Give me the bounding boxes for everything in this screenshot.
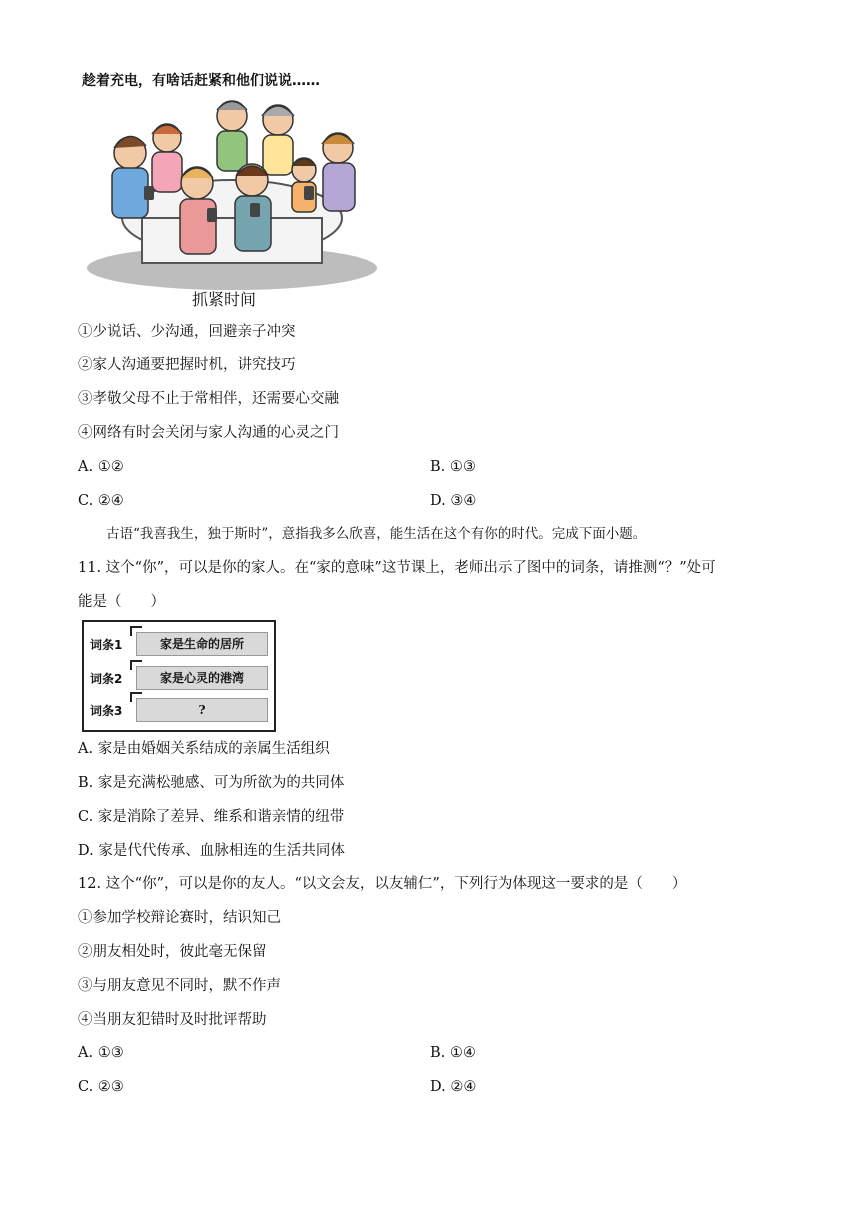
q12-option-d: D. ②④ (430, 1079, 477, 1095)
q11-option-d: D. 家是代代传承、血脉相连的生活共同体 (78, 843, 345, 859)
q12-stem: 12. 这个“你”，可以是你的友人。“以文会友，以友辅仁”，下列行为体现这一要求的是（ ） (78, 876, 687, 892)
q12-statement-4: ④当朋友犯错时及时批评帮助 (78, 1012, 267, 1028)
q11-option-c: C. 家是消除了差异、维系和谐亲情的纽带 (78, 809, 345, 825)
q10-statement-2: ②家人沟通要把握时机，讲究技巧 (78, 357, 296, 373)
word-entry-1 (90, 632, 266, 656)
q10-statement-4: ④网络有时会关闭与家人沟通的心灵之门 (78, 425, 339, 441)
q10-option-b: B. ①③ (430, 459, 476, 475)
entry-label: 词条3 (90, 704, 123, 718)
q11-option-a: A. 家是由婚姻关系结成的亲属生活组织 (78, 741, 330, 757)
passage-intro: 古语“我喜我生，独于斯时”，意指我多么欣喜，能生活在这个有你的时代。完成下面小题。 (106, 526, 647, 542)
q11-stem-line1: 11. 这个“你”，可以是你的家人。在“家的意味”这节课上，老师出示了图中的词条，请推测“？”处可 (78, 560, 716, 576)
word-entry-card (82, 620, 276, 732)
q12-option-a: A. ①③ (78, 1045, 124, 1061)
cartoon-title: 抓紧时间 (192, 290, 257, 309)
q11-option-b: B. 家是充满松驰感、可为所欲为的共同体 (78, 775, 345, 791)
q10-option-a: A. ①② (78, 459, 124, 475)
word-entry-2 (90, 666, 266, 690)
entry-label: 词条1 (90, 638, 123, 652)
q10-statement-3: ③孝敬父母不止于常相伴，还需要心交融 (78, 391, 339, 407)
q11-stem-line2: 能是（ ） (78, 594, 165, 610)
entry-text: 家是心灵的港湾 (136, 666, 268, 690)
q12-option-c: C. ②③ (78, 1079, 124, 1095)
entry-text: ? (136, 698, 268, 722)
q12-statement-3: ③与朋友意见不同时，默不作声 (78, 978, 281, 994)
entry-text: 家是生命的居所 (136, 632, 268, 656)
q12-statement-2: ②朋友相处时，彼此毫无保留 (78, 944, 267, 960)
q12-option-b: B. ①④ (430, 1045, 476, 1061)
cartoon-caption: 趁着充电，有啥话赶紧和他们说说…… (82, 73, 320, 89)
q10-statement-1: ①少说话、少沟通，回避亲子冲突 (78, 324, 296, 340)
word-entry-3 (90, 698, 266, 722)
entry-label: 词条2 (90, 672, 123, 686)
family-dinner-cartoon (82, 68, 382, 308)
q12-statement-1: ①参加学校辩论赛时，结识知己 (78, 910, 281, 926)
q10-option-d: D. ③④ (430, 493, 477, 509)
q10-option-c: C. ②④ (78, 493, 124, 509)
